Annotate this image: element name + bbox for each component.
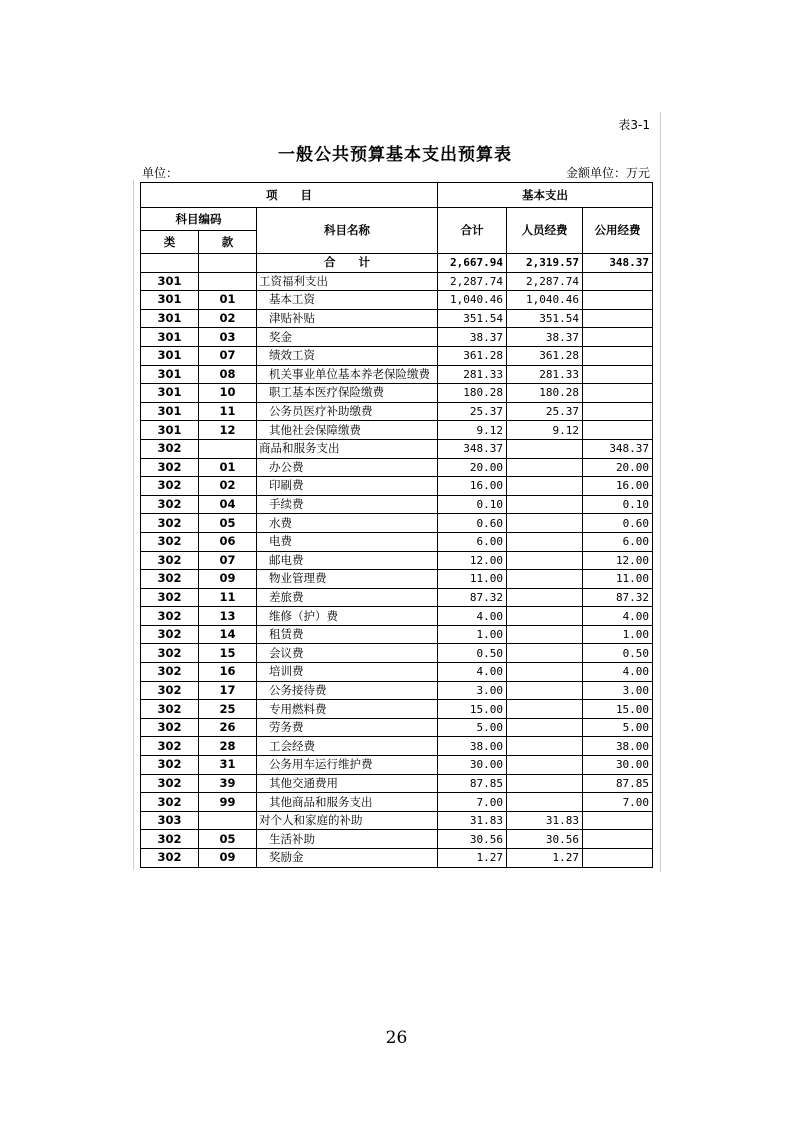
subject-name-cell: 津贴补贴 [257, 309, 438, 328]
personnel-cell [507, 644, 583, 663]
table-row [141, 663, 653, 682]
class-cell: 301 [141, 272, 199, 291]
total-class-cell [141, 254, 199, 273]
personnel-cell [507, 625, 583, 644]
section-cell: 05 [199, 514, 257, 533]
public-cell: 0.10 [583, 495, 653, 514]
table-row [141, 272, 653, 291]
header-row [141, 183, 653, 208]
header-section: 款 [199, 231, 257, 254]
subject-name-cell: 基本工资 [257, 291, 438, 310]
subject-name-cell: 电费 [257, 532, 438, 551]
subject-name-cell: 绩效工资 [257, 346, 438, 365]
subject-name-cell: 公务员医疗补助缴费 [257, 402, 438, 421]
amount-unit-label: 金额单位：万元 [565, 166, 650, 180]
table-row [141, 681, 653, 700]
class-cell: 302 [141, 532, 199, 551]
section-cell: 99 [199, 793, 257, 812]
public-cell: 15.00 [583, 700, 653, 719]
table-row [141, 421, 653, 440]
total-cell: 87.32 [438, 588, 507, 607]
class-cell: 302 [141, 793, 199, 812]
section-cell: 12 [199, 421, 257, 440]
section-cell: 01 [199, 291, 257, 310]
section-cell: 04 [199, 495, 257, 514]
class-cell: 301 [141, 421, 199, 440]
total-cell: 4.00 [438, 663, 507, 682]
table-row [141, 718, 653, 737]
total-cell: 38.37 [438, 328, 507, 347]
section-cell: 03 [199, 328, 257, 347]
table-row [141, 514, 653, 533]
subject-name-cell: 印刷费 [257, 477, 438, 496]
public-cell: 0.60 [583, 514, 653, 533]
total-cell: 25.37 [438, 402, 507, 421]
total-cell: 38.00 [438, 737, 507, 756]
class-cell: 302 [141, 663, 199, 682]
class-cell: 301 [141, 384, 199, 403]
section-cell: 11 [199, 588, 257, 607]
table-row [141, 793, 653, 812]
section-cell: 39 [199, 774, 257, 793]
table-row [141, 811, 653, 830]
table-row [141, 477, 653, 496]
total-cell: 11.00 [438, 570, 507, 589]
class-cell: 302 [141, 477, 199, 496]
header-personnel: 人员经费 [507, 208, 583, 254]
total-cell: 281.33 [438, 365, 507, 384]
public-cell: 12.00 [583, 551, 653, 570]
subject-name-cell: 水费 [257, 514, 438, 533]
total-cell: 20.00 [438, 458, 507, 477]
personnel-cell: 180.28 [507, 384, 583, 403]
class-cell: 302 [141, 756, 199, 775]
subject-name-cell: 其他交通费用 [257, 774, 438, 793]
personnel-cell: 9.12 [507, 421, 583, 440]
table-row [141, 402, 653, 421]
subject-name-cell: 生活补助 [257, 830, 438, 849]
class-cell: 302 [141, 458, 199, 477]
class-cell: 302 [141, 737, 199, 756]
public-cell [583, 365, 653, 384]
page-edge-line [133, 180, 134, 870]
class-cell: 302 [141, 588, 199, 607]
total-cell: 30.00 [438, 756, 507, 775]
total-personnel: 2,319.57 [507, 254, 583, 273]
table-row [141, 291, 653, 310]
table-row [141, 309, 653, 328]
subject-name-cell: 差旅费 [257, 588, 438, 607]
public-cell: 0.50 [583, 644, 653, 663]
personnel-cell [507, 570, 583, 589]
subject-name-cell: 其他商品和服务支出 [257, 793, 438, 812]
table-row [141, 700, 653, 719]
table-row [141, 439, 653, 458]
personnel-cell: 2,287.74 [507, 272, 583, 291]
public-cell: 4.00 [583, 607, 653, 626]
class-cell: 302 [141, 849, 199, 868]
total-cell: 361.28 [438, 346, 507, 365]
total-cell: 1,040.46 [438, 291, 507, 310]
header-total: 合计 [438, 208, 507, 254]
class-cell: 302 [141, 607, 199, 626]
class-cell: 302 [141, 700, 199, 719]
class-cell: 302 [141, 625, 199, 644]
section-cell: 13 [199, 607, 257, 626]
personnel-cell [507, 588, 583, 607]
personnel-cell [507, 700, 583, 719]
public-cell [583, 849, 653, 868]
total-row [141, 254, 653, 273]
personnel-cell [507, 495, 583, 514]
table-row [141, 774, 653, 793]
public-cell: 20.00 [583, 458, 653, 477]
public-cell: 4.00 [583, 663, 653, 682]
total-cell: 6.00 [438, 532, 507, 551]
subject-name-cell: 公务用车运行维护费 [257, 756, 438, 775]
section-cell: 05 [199, 830, 257, 849]
table-row [141, 495, 653, 514]
total-cell: 15.00 [438, 700, 507, 719]
table-row [141, 849, 653, 868]
public-cell [583, 328, 653, 347]
subject-name-cell: 机关事业单位基本养老保险缴费 [257, 365, 438, 384]
subject-name-cell: 工会经费 [257, 737, 438, 756]
total-cell: 1.27 [438, 849, 507, 868]
total-cell: 31.83 [438, 811, 507, 830]
header-subject-name: 科目名称 [257, 208, 438, 254]
public-cell: 348.37 [583, 439, 653, 458]
public-cell: 87.85 [583, 774, 653, 793]
table-row [141, 384, 653, 403]
personnel-cell: 1,040.46 [507, 291, 583, 310]
subject-name-cell: 其他社会保障缴费 [257, 421, 438, 440]
subject-name-cell: 奖励金 [257, 849, 438, 868]
total-cell: 4.00 [438, 607, 507, 626]
unit-label: 单位： [142, 166, 179, 180]
section-cell: 08 [199, 365, 257, 384]
section-cell: 06 [199, 532, 257, 551]
personnel-cell: 361.28 [507, 346, 583, 365]
table-row [141, 346, 653, 365]
subject-name-cell: 租赁费 [257, 625, 438, 644]
class-cell: 302 [141, 514, 199, 533]
total-amount: 2,667.94 [438, 254, 507, 273]
section-cell [199, 272, 257, 291]
total-cell: 0.60 [438, 514, 507, 533]
budget-table [140, 182, 653, 868]
personnel-cell: 30.56 [507, 830, 583, 849]
page-number: 26 [385, 1028, 408, 1048]
personnel-cell [507, 458, 583, 477]
subject-name-cell: 劳务费 [257, 718, 438, 737]
public-cell: 87.32 [583, 588, 653, 607]
personnel-cell [507, 663, 583, 682]
personnel-cell [507, 681, 583, 700]
total-cell: 9.12 [438, 421, 507, 440]
personnel-cell [507, 793, 583, 812]
table-row [141, 625, 653, 644]
personnel-cell: 281.33 [507, 365, 583, 384]
header-row [141, 208, 653, 231]
section-cell [199, 439, 257, 458]
subject-name-cell: 会议费 [257, 644, 438, 663]
subject-name-cell: 办公费 [257, 458, 438, 477]
total-cell: 348.37 [438, 439, 507, 458]
public-cell: 7.00 [583, 793, 653, 812]
total-cell: 5.00 [438, 718, 507, 737]
class-cell: 302 [141, 570, 199, 589]
class-cell: 301 [141, 402, 199, 421]
section-cell: 11 [199, 402, 257, 421]
table-row [141, 588, 653, 607]
public-cell: 3.00 [583, 681, 653, 700]
subject-name-cell: 对个人和家庭的补助 [257, 811, 438, 830]
personnel-cell [507, 514, 583, 533]
public-cell: 1.00 [583, 625, 653, 644]
section-cell: 02 [199, 309, 257, 328]
total-cell: 87.85 [438, 774, 507, 793]
personnel-cell [507, 718, 583, 737]
public-cell [583, 384, 653, 403]
header-public: 公用经费 [583, 208, 653, 254]
class-cell: 302 [141, 439, 199, 458]
section-cell: 09 [199, 570, 257, 589]
public-cell [583, 309, 653, 328]
class-cell: 303 [141, 811, 199, 830]
personnel-cell [507, 607, 583, 626]
class-cell: 301 [141, 309, 199, 328]
table-label: 表3-1 [618, 118, 650, 132]
section-cell: 16 [199, 663, 257, 682]
public-cell [583, 346, 653, 365]
personnel-cell: 1.27 [507, 849, 583, 868]
section-cell: 14 [199, 625, 257, 644]
section-cell: 15 [199, 644, 257, 663]
table-row [141, 458, 653, 477]
subject-name-cell: 奖金 [257, 328, 438, 347]
public-cell [583, 272, 653, 291]
class-cell: 302 [141, 681, 199, 700]
table-row [141, 737, 653, 756]
total-cell: 0.50 [438, 644, 507, 663]
page-title: 一般公共预算基本支出预算表 [278, 145, 512, 165]
header-item: 项 目 [141, 183, 438, 208]
table-row [141, 570, 653, 589]
public-cell: 6.00 [583, 532, 653, 551]
page-edge-line [660, 112, 661, 872]
class-cell: 301 [141, 365, 199, 384]
personnel-cell [507, 551, 583, 570]
subject-name-cell: 邮电费 [257, 551, 438, 570]
class-cell: 302 [141, 644, 199, 663]
public-cell: 38.00 [583, 737, 653, 756]
section-cell: 09 [199, 849, 257, 868]
section-cell: 25 [199, 700, 257, 719]
personnel-cell [507, 477, 583, 496]
subject-name-cell: 工资福利支出 [257, 272, 438, 291]
class-cell: 302 [141, 551, 199, 570]
subject-name-cell: 维修（护）费 [257, 607, 438, 626]
class-cell: 301 [141, 346, 199, 365]
table-row [141, 607, 653, 626]
class-cell: 302 [141, 774, 199, 793]
total-cell: 0.10 [438, 495, 507, 514]
table-row [141, 644, 653, 663]
public-cell: 5.00 [583, 718, 653, 737]
subject-name-cell: 专用燃料费 [257, 700, 438, 719]
table-row [141, 365, 653, 384]
total-label: 合 计 [257, 254, 438, 273]
total-cell: 180.28 [438, 384, 507, 403]
personnel-cell: 25.37 [507, 402, 583, 421]
public-cell: 16.00 [583, 477, 653, 496]
subject-name-cell: 公务接待费 [257, 681, 438, 700]
personnel-cell: 38.37 [507, 328, 583, 347]
section-cell: 07 [199, 551, 257, 570]
class-cell: 301 [141, 291, 199, 310]
table-row [141, 830, 653, 849]
public-cell [583, 421, 653, 440]
subject-name-cell: 商品和服务支出 [257, 439, 438, 458]
personnel-cell: 31.83 [507, 811, 583, 830]
public-cell [583, 830, 653, 849]
section-cell: 31 [199, 756, 257, 775]
total-cell: 351.54 [438, 309, 507, 328]
header-class: 类 [141, 231, 199, 254]
total-cell: 7.00 [438, 793, 507, 812]
public-cell [583, 402, 653, 421]
personnel-cell [507, 532, 583, 551]
total-cell: 30.56 [438, 830, 507, 849]
public-cell: 30.00 [583, 756, 653, 775]
personnel-cell: 351.54 [507, 309, 583, 328]
section-cell: 01 [199, 458, 257, 477]
personnel-cell [507, 756, 583, 775]
section-cell: 10 [199, 384, 257, 403]
section-cell [199, 811, 257, 830]
table-row [141, 551, 653, 570]
public-cell [583, 811, 653, 830]
table-row [141, 328, 653, 347]
total-cell: 16.00 [438, 477, 507, 496]
section-cell: 07 [199, 346, 257, 365]
class-cell: 302 [141, 830, 199, 849]
header-basic-expenditure: 基本支出 [438, 183, 653, 208]
table-row [141, 756, 653, 775]
subject-name-cell: 职工基本医疗保险缴费 [257, 384, 438, 403]
section-cell: 28 [199, 737, 257, 756]
subject-name-cell: 手续费 [257, 495, 438, 514]
total-cell: 12.00 [438, 551, 507, 570]
budget-table-body [141, 183, 653, 868]
class-cell: 301 [141, 328, 199, 347]
personnel-cell [507, 439, 583, 458]
total-cell: 3.00 [438, 681, 507, 700]
total-public: 348.37 [583, 254, 653, 273]
subject-name-cell: 物业管理费 [257, 570, 438, 589]
total-cell: 1.00 [438, 625, 507, 644]
class-cell: 302 [141, 495, 199, 514]
total-cell: 2,287.74 [438, 272, 507, 291]
class-cell: 302 [141, 718, 199, 737]
section-cell: 02 [199, 477, 257, 496]
personnel-cell [507, 737, 583, 756]
section-cell: 26 [199, 718, 257, 737]
section-cell: 17 [199, 681, 257, 700]
public-cell: 11.00 [583, 570, 653, 589]
subject-name-cell: 培训费 [257, 663, 438, 682]
personnel-cell [507, 774, 583, 793]
public-cell [583, 291, 653, 310]
total-section-cell [199, 254, 257, 273]
header-subject-code: 科目编码 [141, 208, 257, 231]
table-row [141, 532, 653, 551]
